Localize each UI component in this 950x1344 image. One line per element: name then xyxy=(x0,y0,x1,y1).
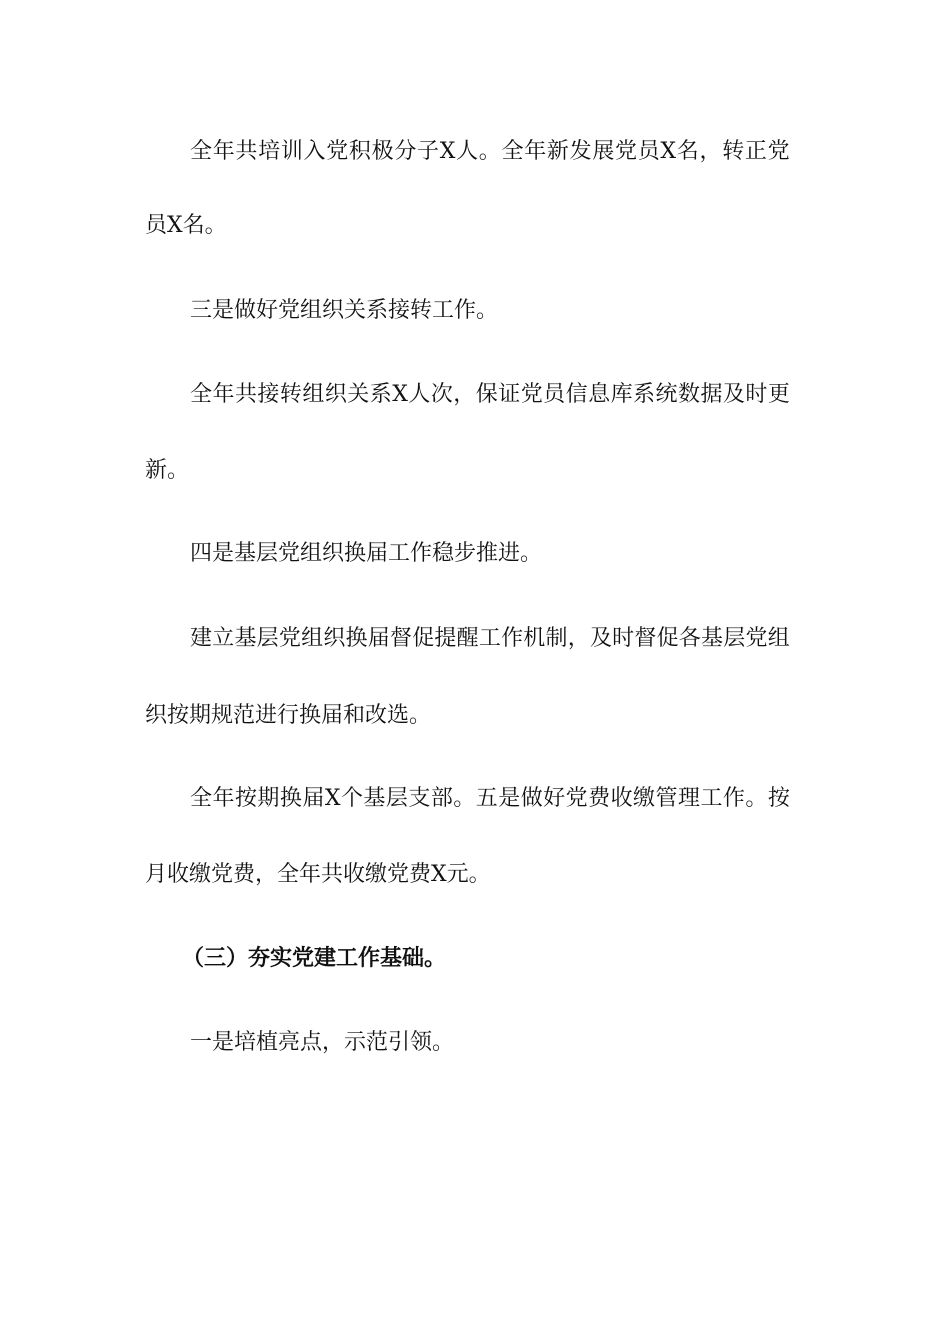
text-glyph: 织 xyxy=(324,382,347,407)
text-glyph: 入 xyxy=(303,139,326,164)
text-glyph: 层 xyxy=(256,626,279,651)
text-glyph: 按 xyxy=(767,786,790,811)
paragraph-line: 三是做好党组织关系接转工作。 xyxy=(190,298,499,323)
paragraph-line: 员X名。 xyxy=(145,213,227,238)
text-glyph: 正 xyxy=(744,139,767,164)
text-glyph: 年 xyxy=(212,382,235,407)
text-glyph: X xyxy=(439,139,456,164)
text-glyph: 息 xyxy=(588,382,611,407)
text-glyph: 工 xyxy=(700,786,723,811)
text-glyph: 新 xyxy=(546,139,569,164)
text-glyph: 届 xyxy=(367,626,390,651)
text-glyph: 共 xyxy=(235,139,258,164)
text-glyph: 发 xyxy=(569,139,592,164)
text-glyph: 换 xyxy=(345,626,368,651)
text-glyph: 分 xyxy=(394,139,417,164)
text-glyph: 人 xyxy=(456,139,479,164)
paragraph-line: 一是培植亮点，示范引领。 xyxy=(190,1030,455,1055)
text-glyph: 人 xyxy=(408,382,431,407)
text-glyph: 转 xyxy=(722,139,745,164)
text-glyph: 年 xyxy=(212,139,235,164)
text-glyph: 个 xyxy=(340,786,363,811)
text-glyph: 全 xyxy=(190,382,213,407)
text-glyph: 党 xyxy=(326,139,349,164)
text-glyph: 督 xyxy=(634,626,657,651)
text-glyph: 次 xyxy=(430,382,453,407)
text-glyph: 作 xyxy=(501,626,524,651)
text-glyph: 时 xyxy=(612,626,635,651)
paragraph-line xyxy=(190,380,790,410)
text-glyph: 数 xyxy=(677,382,700,407)
text-glyph: 库 xyxy=(610,382,633,407)
text-glyph: 组 xyxy=(767,626,790,651)
text-glyph: 提 xyxy=(434,626,457,651)
text-glyph: 建 xyxy=(190,626,213,651)
paragraph-line xyxy=(190,137,790,167)
text-glyph: 信 xyxy=(565,382,588,407)
text-glyph: 员 xyxy=(543,382,566,407)
text-glyph: 督 xyxy=(389,626,412,651)
text-glyph: 换 xyxy=(279,786,302,811)
text-glyph: 全 xyxy=(501,139,524,164)
text-glyph: 转 xyxy=(279,382,302,407)
text-glyph: 关 xyxy=(347,382,370,407)
text-glyph: 作 xyxy=(722,786,745,811)
text-glyph: 层 xyxy=(723,626,746,651)
text-glyph: 各 xyxy=(678,626,701,651)
text-glyph: X xyxy=(660,139,677,164)
text-glyph: 系 xyxy=(369,382,392,407)
text-glyph: 接 xyxy=(257,382,280,407)
section-heading: （三）夯实党建工作基础。 xyxy=(182,946,447,971)
text-glyph: X xyxy=(324,786,341,811)
text-glyph: 基 xyxy=(234,626,257,651)
text-glyph: 缴 xyxy=(633,786,656,811)
text-glyph: 费 xyxy=(588,786,611,811)
text-glyph: 子 xyxy=(417,139,440,164)
text-glyph: 年 xyxy=(524,139,547,164)
paragraph-line: 新。 xyxy=(145,458,190,483)
text-glyph: 证 xyxy=(498,382,521,407)
text-glyph: 基 xyxy=(701,626,724,651)
text-glyph: 培 xyxy=(258,139,281,164)
text-glyph: 训 xyxy=(280,139,303,164)
text-glyph: 好 xyxy=(543,786,566,811)
text-glyph: X xyxy=(392,382,408,407)
text-glyph: 组 xyxy=(301,626,324,651)
text-glyph: 期 xyxy=(257,786,280,811)
text-glyph: 全 xyxy=(190,139,213,164)
text-glyph: 届 xyxy=(302,786,325,811)
text-glyph: 党 xyxy=(520,382,543,407)
text-glyph: 织 xyxy=(323,626,346,651)
text-glyph: 五 xyxy=(475,786,498,811)
text-glyph: 工 xyxy=(478,626,501,651)
text-glyph: 理 xyxy=(677,786,700,811)
text-glyph: 展 xyxy=(592,139,615,164)
text-glyph: 时 xyxy=(745,382,768,407)
paragraph-line xyxy=(190,624,790,654)
text-glyph: 保 xyxy=(475,382,498,407)
paragraph-line: 月收缴党费，全年共收缴党费X元。 xyxy=(145,862,491,887)
text-glyph: 党 xyxy=(615,139,638,164)
text-glyph: 部 xyxy=(430,786,453,811)
text-glyph: 促 xyxy=(412,626,435,651)
text-glyph: 更 xyxy=(767,382,790,407)
text-glyph: 积 xyxy=(348,139,371,164)
text-glyph: 系 xyxy=(633,382,656,407)
text-glyph: 基 xyxy=(363,786,386,811)
text-glyph: 全 xyxy=(190,786,213,811)
paragraph-line xyxy=(190,784,790,814)
text-glyph: 员 xyxy=(637,139,660,164)
text-glyph: 做 xyxy=(520,786,543,811)
text-glyph: 及 xyxy=(589,626,612,651)
text-glyph: 按 xyxy=(234,786,257,811)
text-glyph: 制 xyxy=(545,626,568,651)
paragraph-line: 织按期规范进行换届和改选。 xyxy=(145,703,432,728)
text-glyph: 层 xyxy=(385,786,408,811)
text-glyph: 极 xyxy=(371,139,394,164)
text-glyph: 及 xyxy=(722,382,745,407)
text-glyph: 管 xyxy=(655,786,678,811)
text-glyph: 机 xyxy=(523,626,546,651)
text-glyph: 促 xyxy=(656,626,679,651)
text-glyph: 醒 xyxy=(456,626,479,651)
text-glyph: 党 xyxy=(745,626,768,651)
text-glyph: 名 xyxy=(676,139,699,164)
text-glyph: 组 xyxy=(302,382,325,407)
text-glyph: ， xyxy=(567,626,590,651)
text-glyph: 党 xyxy=(565,786,588,811)
text-glyph: 据 xyxy=(700,382,723,407)
text-glyph: 支 xyxy=(408,786,431,811)
text-glyph: ， xyxy=(453,382,476,407)
text-glyph: 。 xyxy=(745,786,768,811)
text-glyph: 收 xyxy=(610,786,633,811)
text-glyph: 。 xyxy=(453,786,476,811)
text-glyph: 。 xyxy=(478,139,501,164)
text-glyph: 共 xyxy=(234,382,257,407)
text-glyph: ， xyxy=(699,139,722,164)
paragraph-line: 四是基层党组织换届工作稳步推进。 xyxy=(190,541,543,566)
text-glyph: 是 xyxy=(498,786,521,811)
text-glyph: 党 xyxy=(278,626,301,651)
text-glyph: 统 xyxy=(655,382,678,407)
text-glyph: 年 xyxy=(212,786,235,811)
text-glyph: 立 xyxy=(212,626,235,651)
text-glyph: 党 xyxy=(767,139,790,164)
